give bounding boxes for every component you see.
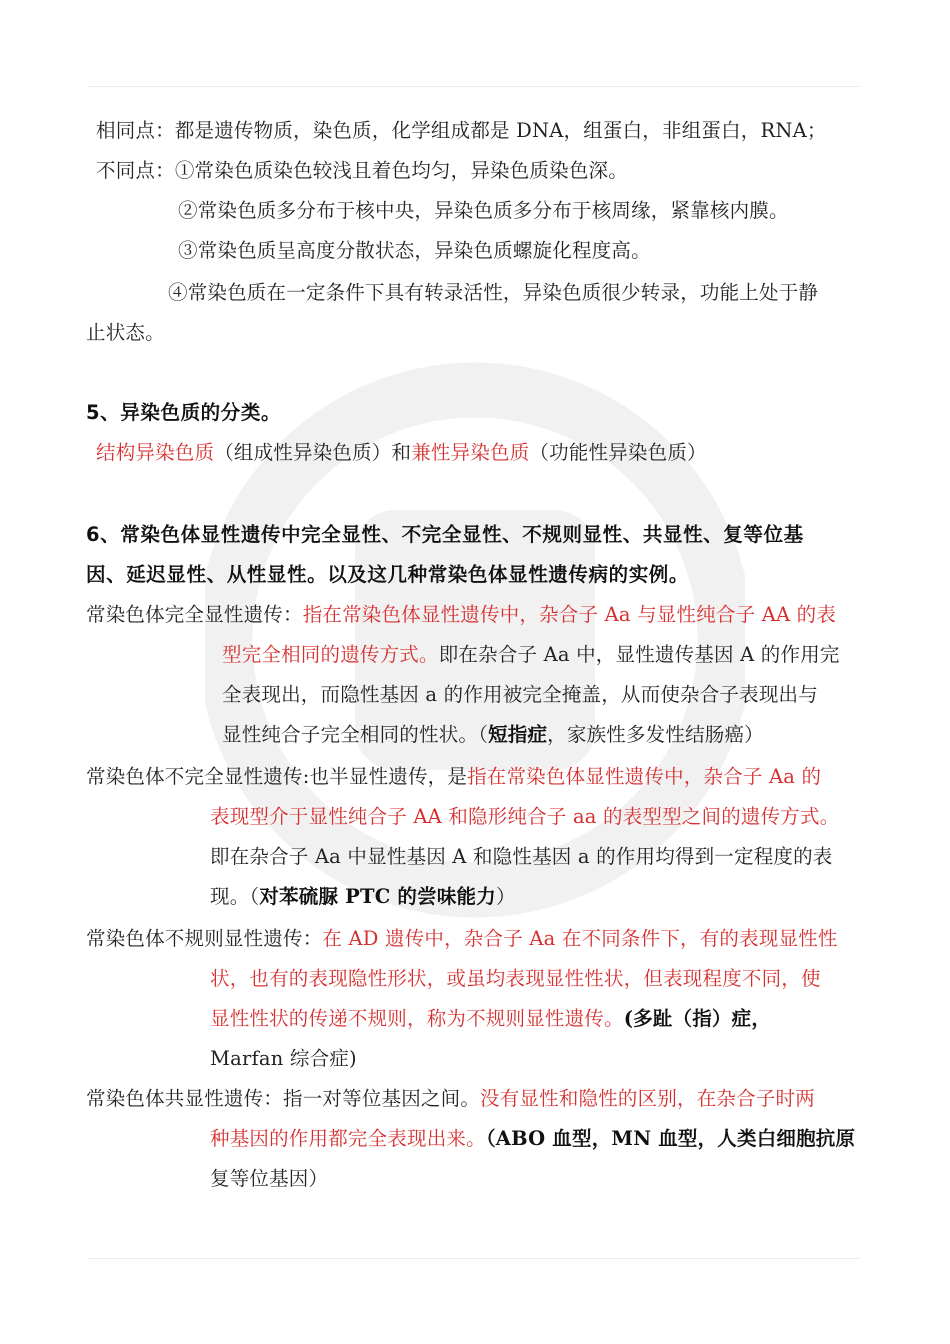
section-5-content <box>96 440 707 466</box>
irregular-dominance-def-3: 显性性状的传递不规则，称为不规则显性遗传。 <box>210 1007 624 1030</box>
facultative-heterochromatin: 兼性异染色质 <box>411 441 530 464</box>
codominance-line-2 <box>210 1126 855 1152</box>
example-multiple-alleles: 复等位基因） <box>210 1167 329 1190</box>
irregular-dominance-label: 常染色体不规则显性遗传： <box>86 927 323 950</box>
example-ptc-tasting: 对苯硫脲 PTC 的尝味能力 <box>259 885 496 908</box>
structural-heterochromatin: 结构异染色质 <box>96 441 215 464</box>
complete-dominance-line-4 <box>222 722 764 748</box>
complete-dominance-line-1 <box>86 602 836 628</box>
functional-note: （功能性异染色质） <box>529 441 707 464</box>
incomplete-dominance-explain-2: 现。（ <box>210 885 260 908</box>
example-polydactyly: (多趾（指）症， <box>623 1007 772 1030</box>
diff-point-label: 不同点： <box>96 159 175 182</box>
header-rule <box>88 86 860 87</box>
same-point-text: 都是遗传物质，染色质，化学组成都是 DNA，组蛋白，非组蛋白，RNA； <box>174 119 827 142</box>
incomplete-dominance-line-4 <box>210 884 516 910</box>
incomplete-dominance-def-2: 表现型介于显性纯合子 AA 和隐形纯合子 aa 的表型型之间的遗传方式。 <box>210 805 840 828</box>
section-5-heading: 5、异染色质的分类。 <box>86 401 282 424</box>
section-6-heading-1: 6、常染色体显性遗传中完全显性、不完全显性、不规则显性、共显性、复等位基 <box>86 523 804 546</box>
incomplete-dominance-label: 常染色体不完全显性遗传:也半显性遗传，是 <box>86 765 468 788</box>
same-point-label: 相同点： <box>96 119 175 142</box>
diff-point-2: ②常染色质多分布于核中央，异染色质多分布于核周缘，紧靠核内膜。 <box>178 199 789 222</box>
example-marfan: Marfan 综合症) <box>210 1047 357 1070</box>
diff-point-4: ④常染色质在一定条件下具有转录活性，异染色质很少转录，功能上处于静 <box>168 281 819 304</box>
complete-dominance-explain-1: 即在杂合子 Aa 中，显性遗传基因 A 的作用完 <box>438 643 840 666</box>
incomplete-dominance-def-1: 指在常染色体显性遗传中，杂合子 Aa 的 <box>467 765 822 788</box>
irregular-dominance-def-1: 在 AD 遗传中，杂合子 Aa 在不同条件下，有的表现显性性 <box>322 927 838 950</box>
complete-dominance-line-3: 全表现出，而隐性基因 a 的作用被完全掩盖，从而使杂合子表现出与 <box>222 683 818 706</box>
codominance-def-black: 指一对等位基因之间。 <box>283 1087 481 1110</box>
incomplete-dominance-line-3: 即在杂合子 Aa 中显性基因 A 和隐性基因 a 的作用均得到一定程度的表 <box>210 845 833 868</box>
same-point-line <box>96 118 827 144</box>
diff-point-line-1 <box>96 158 628 184</box>
complete-dominance-line-2 <box>222 642 840 668</box>
diff-point-1: ①常染色质染色较浅且着色均匀，异染色质染色深。 <box>174 159 628 182</box>
incomplete-dominance-close: ） <box>495 885 516 908</box>
diff-point-3: ③常染色质呈高度分散状态，异染色质螺旋化程度高。 <box>178 239 651 262</box>
constitutive-note: （组成性异染色质）和 <box>214 441 412 464</box>
complete-dominance-def-1: 指在常染色体显性遗传中，杂合子 Aa 与显性纯合子 AA 的表 <box>302 603 837 626</box>
codominance-line-1 <box>86 1086 815 1112</box>
diff-point-4-cont: 止状态。 <box>86 321 165 344</box>
incomplete-dominance-line-1 <box>86 764 821 790</box>
codominance-label: 常染色体共显性遗传： <box>86 1087 284 1110</box>
example-polyposis: ，家族性多发性结肠癌） <box>547 723 764 746</box>
section-6-heading-2: 因、延迟显性、从性显性。以及这几种常染色体显性遗传病的实例。 <box>86 563 690 586</box>
complete-dominance-def-2: 型完全相同的遗传方式。 <box>222 643 439 666</box>
footer-rule <box>88 1258 860 1259</box>
irregular-dominance-line-3 <box>210 1006 771 1032</box>
example-blood-groups: （ABO 血型，MN 血型，人类白细胞抗原 <box>485 1127 856 1150</box>
irregular-dominance-def-2: 状，也有的表现隐性形状，或虽均表现显性性状，但表现程度不同，使 <box>210 967 821 990</box>
complete-dominance-label: 常染色体完全显性遗传： <box>86 603 303 626</box>
codominance-def-2: 种基因的作用都完全表现出来。 <box>210 1127 486 1150</box>
irregular-dominance-line-1 <box>86 926 838 952</box>
complete-dominance-explain-3: 显性纯合子完全相同的性状。（ <box>222 723 489 746</box>
codominance-def-1: 没有显性和隐性的区别，在杂合子时两 <box>480 1087 815 1110</box>
example-brachydactyly: 短指症 <box>488 723 548 746</box>
